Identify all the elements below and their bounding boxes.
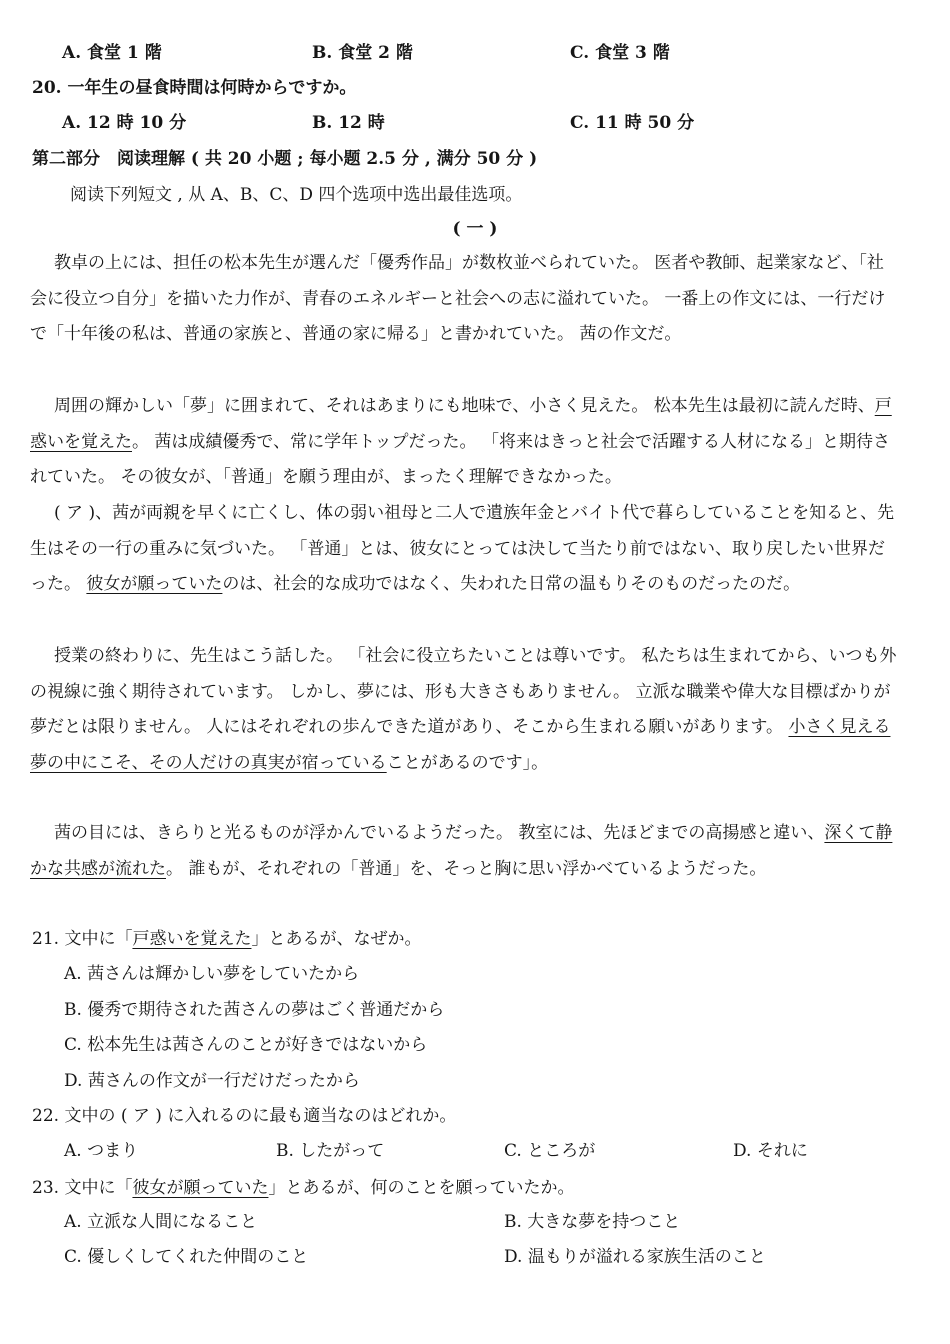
passage-paragraph-5: 茜の目には、きらりと光るものが浮かんでいるようだった。 教室には、先ほどまでの高揚感と違い、深くて静かな共感が流れた。 誰もが、それぞれの「普通」を、そっと胸に思い浮かべているようだった。 xyxy=(30,823,893,879)
q19-option-b: B. 食堂 2 階 xyxy=(312,43,413,63)
q23-options-row-1 xyxy=(0,1209,950,1235)
q20-stem: 20. 一年生の昼食時間は何時からですか。 xyxy=(32,78,357,98)
q23-option-a: A. 立派な人間になること xyxy=(64,1212,258,1232)
section-heading: 第二部分 阅读理解 ( 共 20 小题 ; 每小题 2.5 分 , 满分 50 分 ) xyxy=(32,149,538,169)
q20-option-a: A. 12 時 10 分 xyxy=(62,113,187,133)
q23-option-c: C. 優しくしてくれた仲間のこと xyxy=(64,1247,309,1267)
passage-paragraph-3: ( ア )、茜が両親を早くに亡くし、体の弱い祖母と二人で遺族年金とバイト代で暮らしていることを知ると、先生はその一行の重みに気づいた。 「普通」とは、彼女にとっては決して当たり前ではない、取り戻したい世界だった。 彼女が願っていたのは、社会的な成功ではなく、失われた日常の温もりそのものだったのだ。 xyxy=(30,503,895,595)
q19-option-c: C. 食堂 3 階 xyxy=(570,43,670,63)
q22-option-c: C. ところが xyxy=(504,1141,596,1161)
q22-stem: 22. 文中の ( ア ) に入れるのに最も適当なのはどれか。 xyxy=(32,1106,457,1126)
q22-options xyxy=(0,1138,950,1164)
passage-paragraph-1: 教卓の上には、担任の松本先生が選んだ「優秀作品」が数枚並べられていた。 医者や教師、起業家など、「社会に役立つ自分」を描いた力作が、青春のエネルギーと社会への志に溢れていた。 一番上の作文には、一行だけで「十年後の私は、普通の家族と、普通の家に帰る」と書かれていた。 茜の作文だ。 xyxy=(30,253,886,345)
q19-option-a: A. 食堂 1 階 xyxy=(62,43,162,63)
q21-option-b: B. 優秀で期待された茜さんの夢はごく普通だから xyxy=(64,1000,445,1020)
passage-paragraph-4: 授業の終わりに、先生はこう話した。 「社会に役立ちたいことは尊いです。 私たちは生まれてから、いつも外の視線に強く期待されています。 しかし、夢には、形も大きさもありません。 立派な職業や偉大な目標ばかりが夢だとは限りません。 人にはそれぞれの歩んできた道があり、そこから生まれる願いがあります。 小さく見える夢の中にこそ、その人だけの真実が宿っていることがあるのです」。 xyxy=(30,646,897,774)
q22-option-b: B. したがって xyxy=(276,1141,385,1161)
q20-options xyxy=(0,110,950,136)
q20-option-b: B. 12 時 xyxy=(312,113,385,133)
q22-option-d: D. それに xyxy=(733,1141,808,1161)
q21-option-a: A. 茜さんは輝かしい夢をしていたから xyxy=(64,964,360,984)
q21-option-d: D. 茜さんの作文が一行だけだったから xyxy=(64,1071,360,1091)
passage-paragraph-2: 周囲の輝かしい「夢」に囲まれて、それはあまりにも地味で、小さく見えた。 松本先生は最初に読んだ時、戸惑いを覚えた。 茜は成績優秀で、常に学年トップだった。 「将来はきっと社会で活躍する人材になる」と期待されていた。 その彼女が、「普通」を願う理由が、まったく理解できなかった。 xyxy=(30,396,892,488)
q19-options xyxy=(0,40,950,66)
q23-options-row-2 xyxy=(0,1244,950,1270)
q23-option-b: B. 大きな夢を持つこと xyxy=(504,1212,681,1232)
q21-option-c: C. 松本先生は茜さんのことが好きではないから xyxy=(64,1035,428,1055)
q21-stem: 21. 文中に「戸惑いを覚えた」とあるが、なぜか。 xyxy=(32,929,422,949)
underline-empathy: 深くて静かな共感が流れた xyxy=(30,823,893,879)
passage-number: ( 一 ) xyxy=(452,219,498,239)
underline-small-dream: 小さく見える夢の中にこそ、その人だけの真実が宿っている xyxy=(30,717,891,774)
underline-confusion: 戸惑いを覚えた xyxy=(30,396,892,452)
q23-stem: 23. 文中に「彼女が願っていた」とあるが、何のことを願っていたか。 xyxy=(32,1178,575,1198)
q20-option-c: C. 11 時 50 分 xyxy=(570,113,695,133)
underline-her-wish: 彼女が願っていた xyxy=(86,574,223,595)
section-instruction: 阅读下列短文 , 从 A、B、C、D 四个选项中选出最佳选项。 xyxy=(70,185,523,205)
q23-option-d: D. 温もりが溢れる家族生活のこと xyxy=(504,1247,766,1267)
q22-option-a: A. つまり xyxy=(64,1141,139,1161)
